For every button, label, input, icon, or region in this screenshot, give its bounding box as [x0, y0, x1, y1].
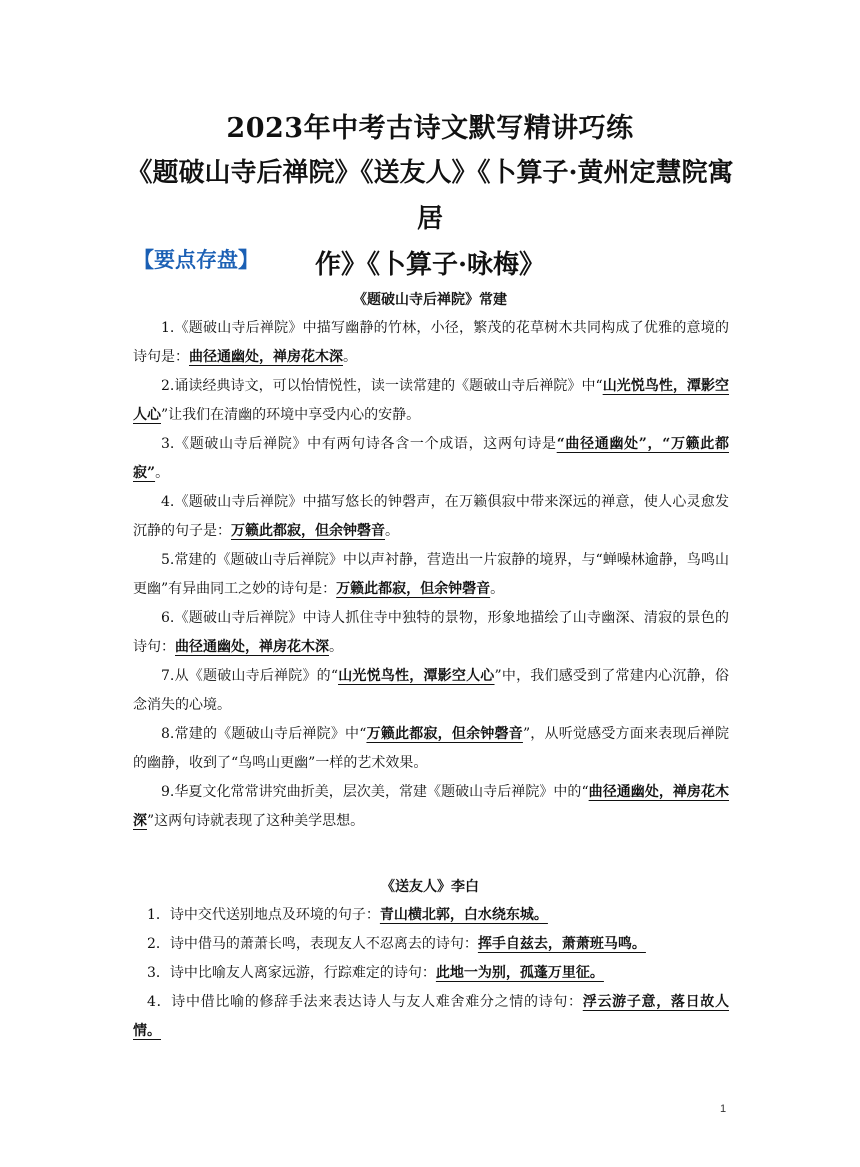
- poem1-question-3: [133, 430, 729, 488]
- poem1-title: 《题破山寺后禅院》常建: [353, 292, 507, 308]
- section-heading: 【要点存盘】: [133, 248, 259, 272]
- answer-text: 曲径通幽处，禅房花木深: [175, 639, 329, 655]
- question-text-tail: 。: [385, 523, 399, 539]
- question-text-tail: ”，从听觉感受方面来表现后禅院的幽静，收到了“鸟鸣山更幽”一样的艺术效果。: [133, 726, 730, 771]
- poem2-question-2: [133, 930, 729, 959]
- question-text: 3.《题破山寺后禅院》中有两句诗各含一个成语，这两句诗是: [161, 436, 557, 452]
- question-text: 9.华夏文化常常讲究曲折美，层次美，常建《题破山寺后禅院》中的“: [161, 784, 589, 800]
- subtitle-line-2: 作》《卜算子·咏梅》: [314, 250, 546, 280]
- poem1-question-9: [133, 778, 729, 836]
- answer-text: 曲径通幽处，禅房花木深: [189, 349, 343, 365]
- question-text: 2．诗中借马的萧萧长鸣，表现友人不忍离去的诗句：: [147, 936, 478, 952]
- answer-text: 山光悦鸟性，潭影空人心: [338, 668, 495, 684]
- question-text: 4．诗中借比喻的修辞手法来表达诗人与友人难舍难分之情的诗句：: [147, 994, 583, 1010]
- question-text: 5.常建的《题破山寺后禅院》中以声衬静，营造出一片寂静的境界，与“蝉噪林逾静，鸟鸣山更幽”有异曲同工之妙的诗句是：: [133, 552, 729, 597]
- answer-text: “曲径通幽处”，“万籁此都寂”: [133, 436, 729, 481]
- answer-text: 曲径通幽处，禅房花木深: [133, 784, 730, 829]
- question-text: 1．诗中交代送别地点及环境的句子：: [147, 907, 380, 923]
- question-text: 8.常建的《题破山寺后禅院》中“: [161, 726, 367, 742]
- question-text-tail: 。: [343, 349, 357, 365]
- poem2-question-1: [133, 901, 729, 930]
- subtitle-line-1: 《题破山寺后禅院》《送友人》《卜算子·黄州定慧院寓居: [126, 158, 734, 234]
- question-text: 7.从《题破山寺后禅院》的“: [161, 668, 339, 684]
- poem1-question-1: [133, 314, 729, 372]
- answer-text: 万籁此都寂，但余钟磬音: [336, 581, 491, 597]
- question-text-tail: 。: [490, 581, 505, 597]
- answer-text: 此地一为别，孤蓬万里征。: [435, 965, 604, 981]
- question-text-tail: ”中，我们感受到了常建内心沉静，俗念消失的心境。: [133, 668, 730, 713]
- poem1-question-5: [133, 546, 729, 604]
- question-text: 2.诵读经典诗文，可以怡情悦性，读一读常建的《题破山寺后禅院》中“: [161, 378, 603, 394]
- answer-text: 浮云游子意，落日故人情。: [133, 994, 730, 1039]
- poem1-question-6: [133, 604, 729, 662]
- question-text: 3．诗中比喻友人离家远游，行踪难定的诗句：: [147, 965, 436, 981]
- document-title: 2023年中考古诗文默写精讲巧练: [226, 113, 634, 144]
- poem1-question-8: [133, 720, 729, 778]
- page-number: 1: [720, 1103, 727, 1115]
- question-text: 4.《题破山寺后禅院》中描写悠长的钟磬声，在万籁俱寂中带来深远的禅意，使人心灵愈发沉静的句子是：: [133, 494, 729, 539]
- poem2-title: 《送友人》李白: [381, 879, 479, 895]
- question-text: 1.《题破山寺后禅院》中描写幽静的竹林，小径，繁茂的花草树木共同构成了优雅的意境的诗句是：: [133, 320, 729, 365]
- answer-text: 万籁此都寂，但余钟磬音: [231, 523, 385, 539]
- poem1-question-7: [133, 662, 729, 720]
- answer-text: 万籁此都寂，但余钟磬音: [366, 726, 523, 742]
- poem2-question-4: [133, 988, 729, 1046]
- answer-text: 山光悦鸟性，潭影空人心: [133, 378, 730, 423]
- question-text-tail: ”让我们在清幽的环境中享受内心的安静。: [161, 407, 421, 423]
- question-text: 6.《题破山寺后禅院》中诗人抓住寺中独特的景物，形象地描绘了山寺幽深、清寂的景色的诗句：: [133, 610, 729, 655]
- question-text-tail: 。: [155, 465, 170, 481]
- poem2-question-3: [133, 959, 729, 988]
- question-text-tail: 。: [329, 639, 343, 655]
- answer-text: 挥手自兹去，萧萧班马鸣。: [477, 936, 646, 952]
- question-text-tail: ”这两句诗就表现了这种美学思想。: [147, 813, 365, 829]
- answer-text: 青山横北郭，白水绕东城。: [379, 907, 548, 923]
- poem1-question-2: [133, 372, 729, 430]
- poem1-question-4: [133, 488, 729, 546]
